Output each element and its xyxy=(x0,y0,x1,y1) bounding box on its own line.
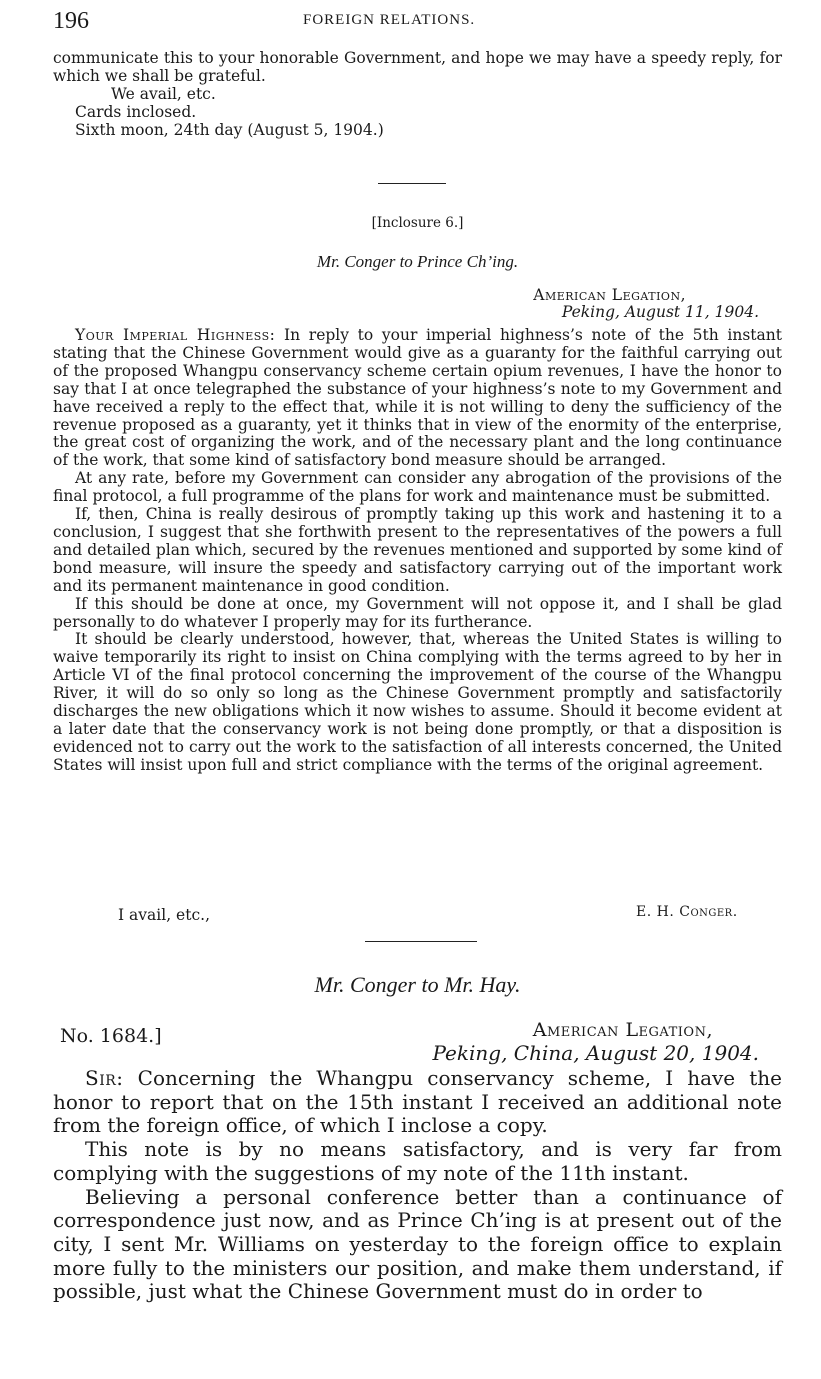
letter-body xyxy=(53,1067,782,1304)
signature: E. H. Conger. xyxy=(636,904,738,920)
body-paragraph xyxy=(53,327,782,470)
page-header xyxy=(53,8,783,38)
paragraph-text: Concerning the Whangpu conservancy scheme, I have the honor to report that on the 15th instant I received an additional note from the foreign office, of which I inclose a copy. xyxy=(53,1066,783,1138)
body-paragraph: It should be clearly understood, however, that, whereas the United States is willing to waive temporarily its right to insist on China complying with the terms agreed to by her in Article VI of the final protocol concerning the improvement of the course of the Whangpu River, it will do so only so long as the Chinese Government promptly and satisfactorily discharges the new obligations which it now wishes to assume. Should it become evident at a later date that the conservancy work is not being done promptly, or that a disposition is evidenced not to carry out the work to the satisfaction of all interests concerned, the United States will insist upon full and strict compliance with the terms of the original agreement. xyxy=(53,630,782,774)
legation-date: Peking, China, August 20, 1904. xyxy=(432,1041,759,1065)
body-paragraph xyxy=(53,1067,782,1138)
despatch-number: No. 1684.] xyxy=(60,1025,162,1047)
inclosure-body xyxy=(53,327,782,775)
body-paragraph: If, then, China is really desirous of promptly taking up this work and hastening it to a conclusion, I suggest that she forthwith present to the representatives of the powers a full and detailed plan which, secured by the revenues mentioned and supported by some kind of bond measure, will insure the speedy and satisfactory carrying out of the important work and its permanent maintenance in good condition. xyxy=(53,505,782,595)
section-divider xyxy=(365,941,477,942)
body-paragraph: At any rate, before my Government can consider any abrogation of the provisions of the final protocol, a full programme of the plans for work and maintenance must be submitted. xyxy=(53,469,782,506)
date-line: Sixth moon, 24th day (August 5, 1904.) xyxy=(75,120,384,139)
enclosure-line: Cards inclosed. xyxy=(75,102,197,121)
paragraph-text: In reply to your imperial highness’s note of the 5th instant stating that the Chinese Government would give as a guaranty for the faithful carrying out of the proposed Whangpu conservancy scheme certain opium revenues, I have the honor to say that I at once telegraphed the substance of your highness’s note to my Government and have received a reply to the effect that, while it is not willing to deny the sufficiency of the revenue proposed as a guaranty, yet it thinks that in view of the enormity of the enterprise, the great cost of organizing the work, and of the necessary plant and the long continuance of the work, that some kind of satisfactory bond measure should be arranged. xyxy=(53,326,782,470)
body-paragraph: This note is by no means satisfactory, and is very far from complying with the suggestions of my note of the 11th instant. xyxy=(53,1137,782,1185)
legation-date: Peking, August 11, 1904. xyxy=(561,303,759,321)
page-number: 196 xyxy=(53,8,89,34)
inclosure-label: [Inclosure 6.] xyxy=(371,215,464,231)
running-head: FOREIGN RELATIONS. xyxy=(303,12,476,28)
salutation: Sir: xyxy=(85,1066,124,1090)
continuation-section xyxy=(53,50,782,140)
salutation: Your Imperial Highness: xyxy=(75,326,276,344)
letter-title: Mr. Conger to Mr. Hay. xyxy=(314,972,521,997)
legation-place: American Legation, xyxy=(533,286,686,304)
legation-place: American Legation, xyxy=(532,1019,713,1041)
legation-heading xyxy=(533,1019,713,1041)
body-paragraph: If this should be done at once, my Government will not oppose it, and I shall be glad personally to do whatever I properly may for its furtherance. xyxy=(53,594,782,631)
closing-line: We avail, etc. xyxy=(111,84,216,103)
section-divider xyxy=(378,183,446,184)
closing-avail: I avail, etc., xyxy=(118,906,210,924)
body-paragraph: Believing a personal conference better than a continuance of correspondence just now, and as Prince Ch’ing is at present out of the city, I sent Mr. Williams on yesterday to the foreign office to explain more fully to the ministers our position, and make them understand, if possible, just what the Chinese Government must do in order to xyxy=(53,1184,782,1304)
letter-title: Mr. Conger to Prince Ch’ing. xyxy=(316,252,519,271)
continuation-paragraph: communicate this to your honorable Government, and hope we may have a speedy reply, for which we shall be grateful. xyxy=(53,49,782,85)
